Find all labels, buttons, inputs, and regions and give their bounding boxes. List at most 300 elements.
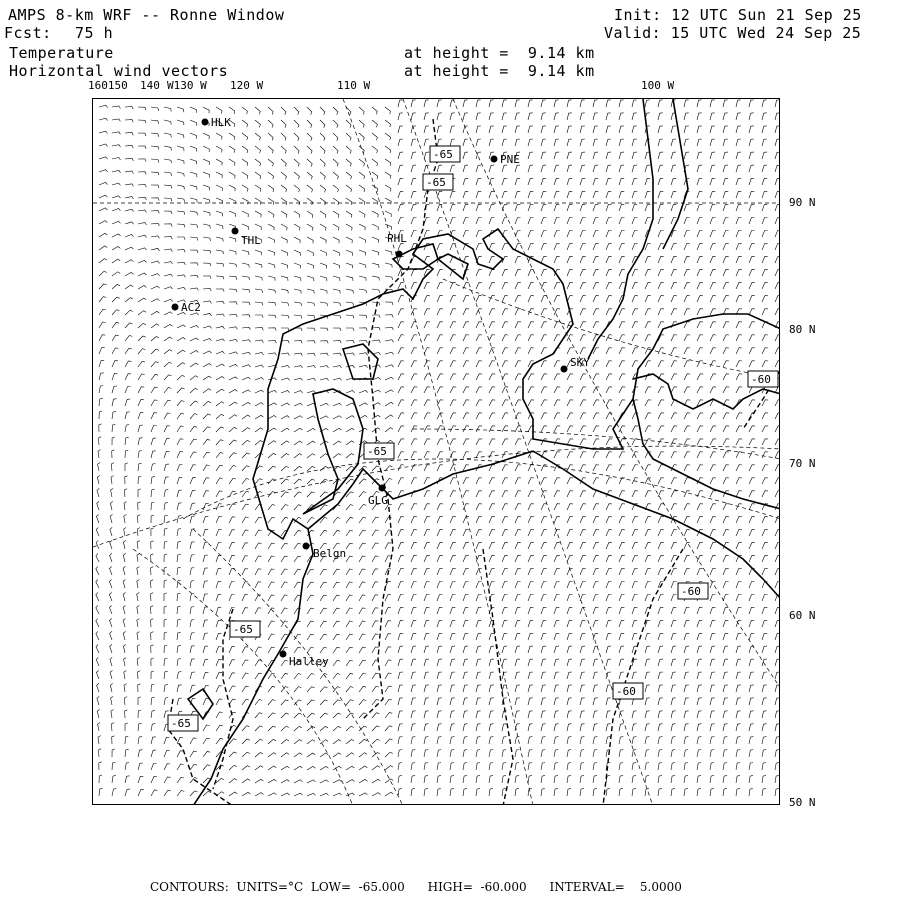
wind-vector <box>710 231 716 238</box>
wind-vector <box>554 152 559 159</box>
wind-vector <box>749 426 755 432</box>
wind-vector <box>96 567 99 575</box>
wind-vector <box>671 659 676 666</box>
wind-vector <box>567 582 573 589</box>
wind-vector <box>593 139 598 146</box>
wind-vector <box>502 218 508 225</box>
wind-vector <box>749 620 754 627</box>
wind-vector <box>671 374 677 380</box>
wind-vector <box>398 400 404 406</box>
wind-vector <box>632 244 638 251</box>
wind-vector <box>242 352 251 354</box>
wind-vector <box>164 593 167 601</box>
wind-vector <box>203 389 211 393</box>
wind-vector <box>320 608 327 614</box>
wind-vector <box>398 698 403 705</box>
wind-vector <box>645 543 651 549</box>
wind-vector <box>697 685 702 692</box>
wind-vector <box>320 780 329 783</box>
wind-vector <box>125 336 132 342</box>
wind-vector <box>164 426 170 432</box>
wind-vector <box>281 107 286 115</box>
wind-vector <box>619 607 624 614</box>
wind-vector <box>124 697 127 705</box>
wind-vector <box>593 595 599 602</box>
wind-vector <box>307 518 314 524</box>
wind-vector <box>580 788 584 796</box>
wind-vector <box>398 126 403 133</box>
wind-vector <box>528 178 533 185</box>
wind-vector <box>99 335 105 341</box>
wind-vector <box>450 204 455 211</box>
wind-vector <box>580 775 584 783</box>
wind-vector <box>385 120 391 127</box>
wind-vector <box>762 204 767 211</box>
wind-vector <box>333 687 340 692</box>
wind-vector <box>684 763 688 771</box>
wind-vector <box>268 133 273 140</box>
wind-vector <box>723 504 729 510</box>
wind-vector <box>762 178 767 185</box>
wind-vector <box>437 465 443 471</box>
wind-vector <box>411 322 417 328</box>
wind-vector <box>203 465 210 471</box>
wind-vector <box>593 607 598 614</box>
wind-vector <box>138 235 147 237</box>
wind-vector <box>138 133 146 136</box>
wind-vector <box>385 365 394 367</box>
wind-vector <box>177 541 181 549</box>
wind-vector <box>112 335 119 341</box>
wind-vector <box>242 327 250 330</box>
wind-vector <box>255 315 263 318</box>
wind-vector <box>580 413 586 419</box>
wind-vector <box>749 335 755 341</box>
wind-vector <box>346 608 353 614</box>
wind-vector <box>489 426 495 432</box>
wind-vector <box>593 452 599 458</box>
wind-vector <box>203 288 211 291</box>
wind-vector <box>658 607 663 614</box>
wind-vector <box>515 178 520 185</box>
wind-vector <box>385 647 391 653</box>
wind-vector <box>307 441 315 445</box>
wind-vector <box>294 687 301 692</box>
wind-vector <box>164 451 169 458</box>
wind-vector <box>619 152 624 159</box>
wind-vector <box>255 390 264 393</box>
wind-vector <box>372 250 379 255</box>
wind-vector <box>658 685 663 692</box>
wind-vector <box>385 211 391 217</box>
wind-vector <box>359 353 368 356</box>
wind-vector <box>697 607 702 614</box>
wind-vector <box>99 221 107 224</box>
wind-vector <box>580 607 585 614</box>
wind-vector <box>203 491 209 497</box>
wind-vector <box>99 246 107 250</box>
wind-vector <box>307 250 313 256</box>
wind-vector <box>307 726 315 731</box>
wind-vector <box>203 452 210 458</box>
wind-vector <box>203 791 211 796</box>
wind-vector <box>385 133 391 140</box>
wind-vector <box>372 340 380 343</box>
wind-vector <box>125 348 132 354</box>
wind-vector <box>515 387 521 393</box>
wind-vector <box>346 185 352 192</box>
wind-vector <box>463 452 469 458</box>
wind-vector <box>580 257 586 263</box>
wind-vector <box>632 543 638 549</box>
wind-vector <box>307 621 314 627</box>
wind-vector <box>424 348 430 354</box>
wind-vector <box>554 517 560 523</box>
wind-vector <box>111 710 114 718</box>
wind-vector <box>216 555 221 562</box>
wind-vector <box>123 645 126 654</box>
wind-vector <box>112 411 116 419</box>
wind-vector <box>723 595 729 602</box>
wind-vector <box>411 361 417 367</box>
wind-vector <box>489 361 495 367</box>
wind-vector <box>99 788 103 796</box>
wind-vector <box>632 517 638 523</box>
wind-vector <box>645 244 651 251</box>
wind-vector <box>567 750 571 758</box>
wind-vector <box>463 387 469 393</box>
wind-vector <box>606 543 612 549</box>
wind-vector <box>502 491 508 497</box>
wind-vector <box>489 244 495 251</box>
wind-vector <box>489 348 495 354</box>
wind-vector <box>255 543 262 549</box>
wind-vector <box>437 387 443 393</box>
wind-vector <box>723 244 729 251</box>
wind-vector <box>294 391 303 393</box>
wind-vector <box>359 211 365 218</box>
wind-vector <box>541 348 547 354</box>
wind-vector <box>632 152 637 159</box>
wind-vector <box>476 569 482 576</box>
wind-vector <box>528 750 532 758</box>
wind-vector <box>476 685 481 692</box>
wind-vector <box>775 257 780 263</box>
wind-vector <box>333 198 339 205</box>
wind-vector <box>684 218 690 225</box>
wind-vector <box>749 659 754 666</box>
wind-vector <box>463 556 469 562</box>
wind-vector <box>242 377 251 380</box>
wind-vector <box>268 595 274 601</box>
wind-vector <box>177 452 183 458</box>
wind-vector <box>567 504 573 510</box>
wind-vector <box>463 582 469 589</box>
wind-vector <box>124 502 127 510</box>
wind-vector <box>190 159 197 164</box>
wind-vector <box>567 126 572 133</box>
wind-vector <box>125 235 134 238</box>
wind-vector <box>177 516 181 523</box>
wind-vector <box>632 348 638 354</box>
wind-vector <box>138 723 142 731</box>
wind-vector <box>177 413 184 419</box>
wind-vector <box>359 263 366 268</box>
wind-vector <box>684 698 689 705</box>
wind-vector <box>619 244 625 251</box>
wind-vector <box>710 659 715 666</box>
wind-vector <box>333 328 341 331</box>
wind-vector <box>346 700 353 705</box>
wind-vector <box>437 309 443 315</box>
wind-vector <box>164 413 171 419</box>
wind-vector <box>476 204 481 211</box>
wind-vector <box>411 504 417 510</box>
wind-vector <box>346 454 354 459</box>
wind-vector <box>281 353 289 356</box>
wind-vector <box>268 686 275 692</box>
wind-vector <box>515 465 521 471</box>
wind-vector <box>762 191 767 198</box>
wind-vector <box>190 555 194 562</box>
wind-vector <box>281 185 287 192</box>
wind-vector <box>541 595 547 602</box>
wind-vector <box>736 530 742 536</box>
wind-vector <box>151 261 160 263</box>
wind-vector <box>123 619 125 628</box>
lat-label-50n: 50 N <box>789 796 816 809</box>
wind-vector <box>255 517 262 523</box>
wind-vector <box>216 738 223 744</box>
wind-vector <box>606 426 612 432</box>
wind-vector <box>151 619 154 627</box>
wind-vector <box>125 437 129 445</box>
wind-vector <box>229 415 237 419</box>
wind-vector <box>528 517 534 523</box>
wind-vector <box>164 133 171 138</box>
wind-vector <box>606 698 611 705</box>
wind-vector <box>580 465 586 471</box>
wind-vector <box>164 388 171 394</box>
wind-vector <box>216 263 224 267</box>
wind-vector <box>541 737 545 744</box>
wind-vector <box>632 582 638 589</box>
wind-vector <box>385 327 393 330</box>
wind-vector <box>333 780 342 783</box>
wind-vector <box>411 543 417 549</box>
wind-vector <box>697 750 701 758</box>
wind-vector <box>437 763 441 771</box>
wind-vector <box>515 698 520 705</box>
wind-vector <box>242 466 249 471</box>
wind-vector <box>281 492 289 497</box>
wind-vector <box>658 139 663 146</box>
wind-vector <box>775 139 780 146</box>
wind-vector <box>450 672 455 679</box>
wind-vector <box>346 556 353 562</box>
wind-vector <box>775 191 780 198</box>
wind-vector <box>437 620 442 627</box>
wind-vector <box>710 698 715 705</box>
wind-vector <box>112 119 120 122</box>
wind-vector <box>229 402 237 406</box>
wind-vector <box>242 491 249 497</box>
wind-vector <box>346 341 354 344</box>
wind-vector <box>476 672 481 679</box>
wind-vector <box>385 250 392 255</box>
wind-vector <box>242 133 248 140</box>
wind-vector <box>398 556 404 562</box>
wind-vector <box>515 270 521 276</box>
wind-vector <box>463 750 467 758</box>
wind-vector <box>281 780 289 783</box>
wind-vector <box>268 621 275 627</box>
wind-vector <box>606 204 611 211</box>
wind-vector <box>541 750 545 758</box>
wind-vector <box>554 374 560 380</box>
wind-vector <box>697 659 702 666</box>
wind-vector <box>320 211 326 218</box>
wind-vector <box>450 685 455 692</box>
wind-vector <box>385 402 393 406</box>
wind-vector <box>97 476 99 485</box>
wind-vector <box>112 789 116 796</box>
wind-vector <box>346 224 352 230</box>
wind-vector <box>333 353 341 356</box>
wind-vector <box>658 257 664 263</box>
wind-vector <box>97 696 99 705</box>
wind-vector <box>593 426 599 432</box>
wind-vector <box>450 556 456 562</box>
wind-vector <box>580 231 586 238</box>
wind-vector <box>502 439 508 445</box>
wind-vector <box>307 740 315 744</box>
wind-vector <box>216 686 222 692</box>
wind-vector <box>515 165 520 172</box>
wind-vector <box>437 335 443 341</box>
wind-vector <box>294 780 303 783</box>
wind-vector <box>346 740 354 745</box>
wind-vector <box>229 595 235 602</box>
wind-vector <box>671 737 675 744</box>
wind-vector <box>372 517 379 523</box>
wind-vector <box>255 211 261 217</box>
wind-vector <box>177 375 185 380</box>
wind-vector <box>749 737 753 744</box>
wind-vector <box>307 378 316 380</box>
wind-vector <box>177 567 181 575</box>
wind-vector <box>110 657 112 666</box>
wind-vector <box>164 567 167 575</box>
wind-vector <box>255 766 263 770</box>
wind-vector <box>281 120 286 128</box>
wind-vector <box>372 543 379 549</box>
wind-vector <box>216 301 224 304</box>
wind-vector <box>281 289 288 293</box>
wind-vector <box>736 478 742 484</box>
wind-vector <box>593 218 599 225</box>
wind-vector <box>697 244 703 251</box>
wind-vector <box>723 387 729 393</box>
wind-vector <box>99 424 102 432</box>
wind-vector <box>112 399 117 406</box>
wind-vector <box>684 788 688 796</box>
wind-vector <box>645 218 651 225</box>
wind-vector <box>749 763 753 771</box>
wind-vector <box>294 366 303 369</box>
wind-vector <box>294 315 302 319</box>
wind-vector <box>411 646 416 653</box>
wind-vector <box>567 374 573 380</box>
wind-vector <box>502 775 506 783</box>
wind-vector <box>463 348 469 354</box>
station-hlk: HLK <box>211 116 231 129</box>
wind-vector <box>110 502 113 511</box>
wind-vector <box>463 231 469 238</box>
wind-vector <box>736 569 742 576</box>
wind-vector <box>190 646 195 653</box>
wind-vector <box>268 779 276 783</box>
wind-vector <box>567 426 573 432</box>
wind-vector <box>502 530 508 536</box>
wind-vector <box>697 543 703 549</box>
wind-vector <box>606 165 611 172</box>
wind-vector <box>528 191 533 198</box>
wind-vector <box>333 289 340 294</box>
wind-vector <box>619 569 625 576</box>
wind-vector <box>619 750 623 758</box>
wind-vector <box>723 191 728 198</box>
wind-vector <box>424 672 429 679</box>
wind-vector <box>502 178 507 185</box>
wind-vector <box>164 274 173 276</box>
wind-vector <box>489 465 495 471</box>
wind-vector <box>775 750 779 758</box>
wind-vector <box>554 543 560 549</box>
contour-legend: CONTOURS: UNITS=°C LOW= -65.000 HIGH= -60.000 INTERVAL= 5.0000 <box>150 880 682 894</box>
wind-vector <box>359 517 366 523</box>
wind-vector <box>151 107 159 111</box>
wind-vector <box>710 126 715 133</box>
wind-vector <box>99 360 104 367</box>
wind-vector <box>450 283 456 289</box>
wind-vector <box>372 753 380 758</box>
wind-vector <box>736 439 742 445</box>
wind-vector <box>190 263 198 266</box>
wind-vector <box>424 517 430 523</box>
wind-vector <box>242 289 250 293</box>
wind-vector <box>190 388 198 393</box>
wind-vector <box>684 711 689 718</box>
wind-vector <box>164 120 171 125</box>
wind-vector <box>736 737 740 744</box>
wind-vector <box>502 517 508 523</box>
wind-vector <box>307 595 314 601</box>
wind-vector <box>411 400 417 406</box>
wind-vector <box>97 683 99 692</box>
wind-vector <box>528 737 532 744</box>
wind-vector <box>359 365 368 367</box>
wind-vector <box>281 403 290 406</box>
wind-vector <box>268 608 275 614</box>
wind-vector <box>372 315 380 318</box>
wind-vector <box>281 543 288 549</box>
wind-vector <box>775 582 780 589</box>
wind-vector <box>723 685 728 692</box>
wind-vector <box>749 698 754 705</box>
wind-vector <box>541 126 546 133</box>
wind-vector <box>411 711 416 718</box>
